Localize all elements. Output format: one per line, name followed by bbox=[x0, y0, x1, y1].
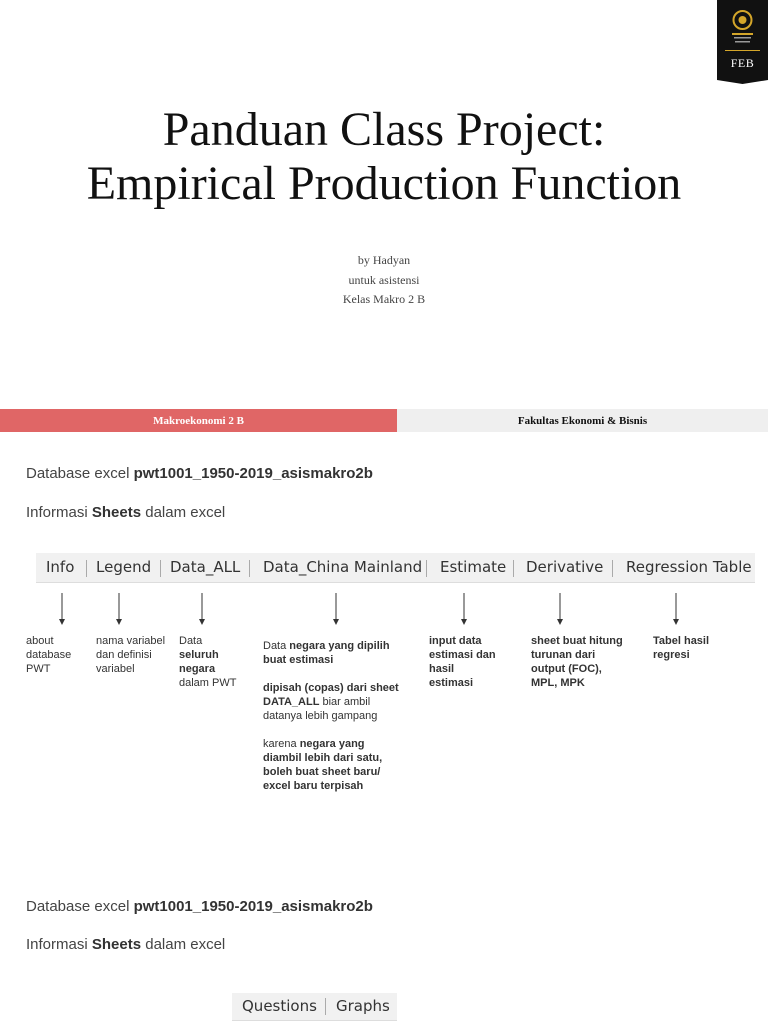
tab-separator bbox=[426, 560, 427, 577]
info-bold: Sheets bbox=[91, 504, 142, 521]
footer-faculty: Fakultas Ekonomi & Bisnis bbox=[397, 409, 768, 432]
desc-data-all: Data seluruh negara dalam PWT bbox=[179, 635, 237, 689]
sheets-info-line bbox=[26, 504, 225, 521]
logo-text: FEB bbox=[730, 56, 755, 70]
tab-info[interactable]: Info bbox=[46, 558, 75, 576]
database-name: pwt1001_1950-2019_asismakro2b bbox=[133, 465, 373, 482]
database-line bbox=[26, 465, 373, 482]
tab-data-china-mainland[interactable]: Data_China Mainland bbox=[263, 558, 423, 576]
tab-regression-table[interactable]: Regression Table bbox=[626, 558, 752, 576]
tab-graphs[interactable]: Graphs bbox=[336, 997, 390, 1015]
desc-legend: nama variabel dan definisi variabel bbox=[96, 635, 166, 675]
page-title bbox=[0, 103, 768, 211]
desc-regression-table: Tabel hasil regresi bbox=[653, 635, 710, 661]
down-arrow-icon bbox=[331, 593, 341, 625]
sheet-tabs bbox=[36, 553, 755, 583]
tab-separator bbox=[249, 560, 250, 577]
down-arrow-icon bbox=[555, 593, 565, 625]
footer-course: Makroekonomi 2 B bbox=[0, 409, 397, 432]
desc-estimate: input data estimasi dan hasil estimasi bbox=[429, 635, 496, 689]
slide-footer bbox=[0, 409, 768, 432]
tab-separator bbox=[513, 560, 514, 577]
down-arrow-icon bbox=[114, 593, 124, 625]
tab-questions[interactable]: Questions bbox=[242, 997, 317, 1015]
desc-china-p1: Data negara yang dipilih buat estimasi bbox=[263, 640, 390, 666]
sheet-tabs-2 bbox=[232, 993, 397, 1021]
byline-author: by Hadyan bbox=[357, 253, 411, 267]
title-line-1: Panduan Class Project: bbox=[162, 103, 606, 156]
desc-info: about database PWT bbox=[26, 635, 72, 675]
down-arrow-icon bbox=[57, 593, 67, 625]
desc-derivative: sheet buat hitung turunan dari output (FOC), MPL, MPK bbox=[531, 635, 623, 689]
tab-separator bbox=[160, 560, 161, 577]
info-suffix: dalam excel bbox=[141, 504, 226, 521]
sheets-info-line-2: Informasi Sheets dalam excel bbox=[26, 936, 226, 953]
info-prefix: Informasi bbox=[26, 504, 92, 521]
database-prefix: Database excel bbox=[26, 465, 134, 482]
tab-separator bbox=[86, 560, 87, 577]
desc-data-china-mainland bbox=[263, 639, 403, 793]
byline-class: Kelas Makro 2 B bbox=[342, 292, 426, 306]
down-arrow-icon bbox=[459, 593, 469, 625]
tab-legend[interactable]: Legend bbox=[96, 558, 152, 576]
title-line-2: Empirical Production Function bbox=[86, 157, 682, 210]
desc-china-p3: karena negara yang diambil lebih dari satu, boleh buat sheet baru/ excel baru terpisah bbox=[263, 738, 383, 792]
byline bbox=[0, 251, 768, 310]
down-arrow-icon bbox=[671, 593, 681, 625]
tab-data-all[interactable]: Data_ALL bbox=[170, 558, 241, 576]
desc-china-p2: dipisah (copas) dari sheet DATA_ALL biar ambil datanya lebih gampang bbox=[263, 682, 399, 722]
logo-badge-shape bbox=[717, 0, 768, 84]
down-arrow-icon bbox=[197, 593, 207, 625]
tab-separator bbox=[325, 998, 326, 1015]
tab-estimate[interactable]: Estimate bbox=[440, 558, 507, 576]
tab-separator bbox=[612, 560, 613, 577]
byline-purpose: untuk asistensi bbox=[348, 272, 420, 287]
database-line-2: Database excel pwt1001_1950-2019_asismakro2b bbox=[26, 898, 373, 915]
university-logo bbox=[717, 0, 768, 84]
tab-derivative[interactable]: Derivative bbox=[526, 558, 604, 576]
